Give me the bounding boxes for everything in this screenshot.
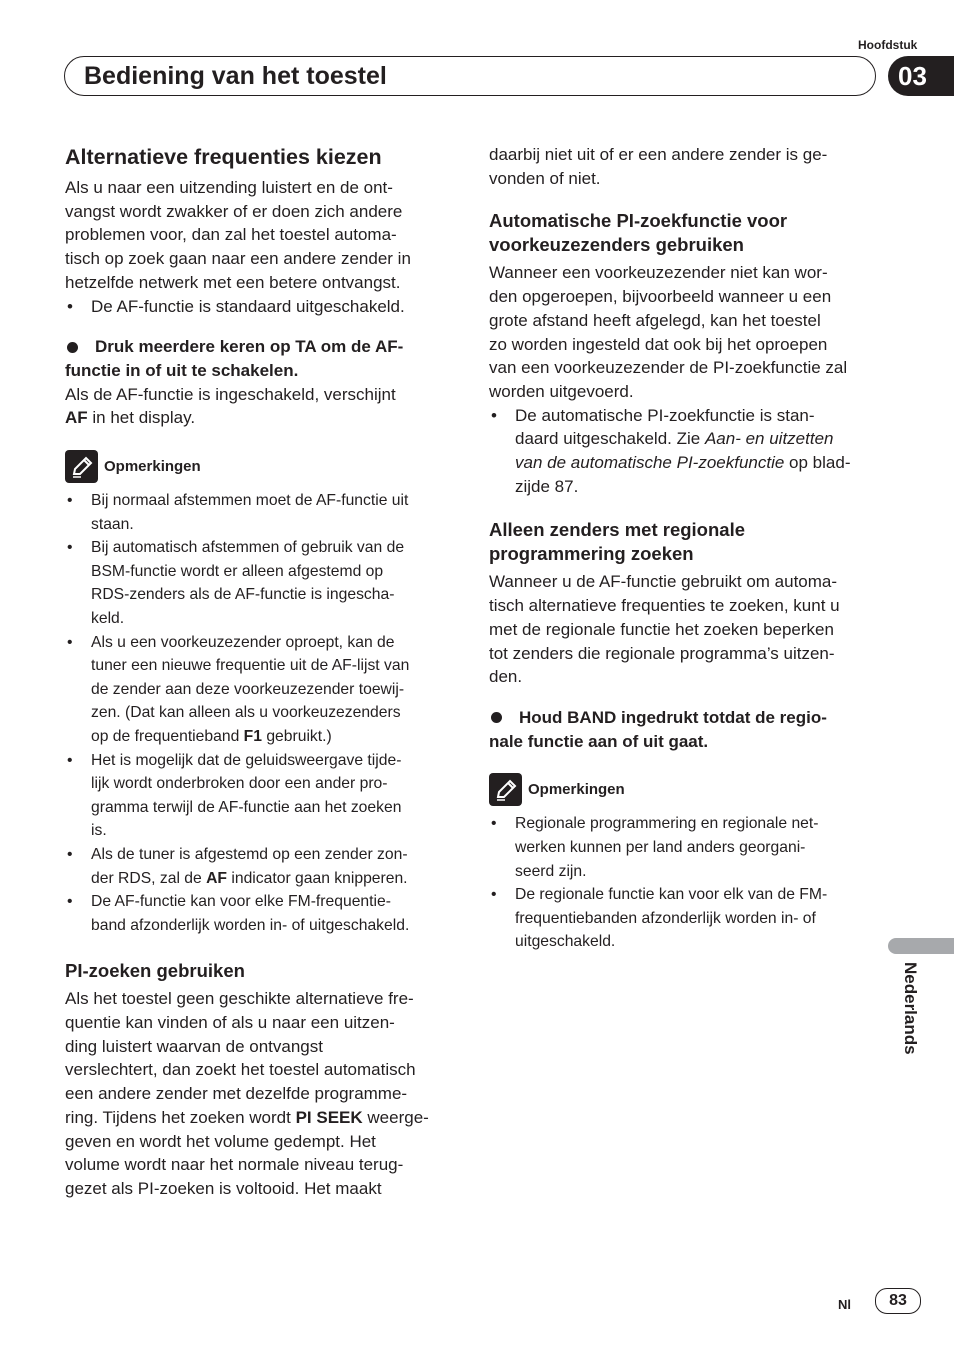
- section-heading-regional: Alleen zenders met regionale programmering zoeken: [489, 519, 746, 565]
- page-number: 83: [875, 1288, 921, 1314]
- language-label: Nederlands: [901, 962, 920, 1055]
- notes-list: [489, 812, 877, 954]
- af-step: Druk meerdere keren op TA om de AF- functie in of uit te schakelen.: [65, 337, 404, 380]
- step-bullet-icon: [491, 712, 502, 723]
- note-item: • Bij normaal afstemmen moet de AF-functie uit staan.: [65, 489, 453, 536]
- page-title: Bediening van het toestel: [84, 62, 387, 90]
- section-heading-af: Alternatieve frequenties kiezen: [65, 145, 382, 169]
- note-item: • Bij automatisch afstemmen of gebruik van de BSM-functie wordt er alleen afgestemd op RDS-zenders als de AF-functie is ingescha- keld.: [65, 536, 453, 630]
- pencil-note-icon: [489, 773, 522, 806]
- chapter-label: Hoofdstuk: [858, 38, 918, 52]
- list-item: • De automatische PI-zoekfunctie is stan- daard uitgeschakeld. Zie Aan- en uitzetten van de automatische PI-zoekfunctie op blad- zijde 87.: [489, 404, 877, 499]
- note-item: • Regionale programmering en regionale net- werken kunnen per land anders georgani- seerd zijn.: [489, 812, 877, 883]
- notes-header: Opmerkingen: [65, 450, 453, 483]
- left-column: [65, 143, 453, 1201]
- regional-paragraph: Wanneer u de AF-functie gebruikt om automa- tisch alternatieve frequenties te zoeken, kunt u met de regionale functie het zoeken beperken tot zenders die regionale programma’s uitzen- den.: [489, 572, 840, 687]
- note-item: • Het is mogelijk dat de geluidsweergave tijde- lijk wordt onderbroken door een ander pro- gramma terwijl de AF-functie aan het zoeken is.: [65, 749, 453, 843]
- regional-step: Houd BAND ingedrukt totdat de regio- nale functie aan of uit gaat.: [489, 707, 827, 751]
- right-column: [489, 143, 877, 954]
- af-intro-bullets: [65, 295, 453, 319]
- continued-paragraph: daarbij niet uit of er een andere zender is ge- vonden of niet.: [489, 145, 828, 188]
- pi-paragraph: Als het toestel geen geschikte alternatieve fre- quentie kan vinden of als u naar een uitzen- ding luistert waarvan de ontvangst verslechtert, dan zoekt het toestel automatisch een andere zender met dezelfde programme- ring. Tijdens het zoeken wordt PI SEEK weerge- geven en wordt het volume gedempt. Het volume wordt naar het normale niveau terug- gezet als PI-zoeken is voltooid. Het maakt: [65, 989, 429, 1198]
- note-item: • De AF-functie kan voor elke FM-frequentie- band afzonderlijk worden in- of uitgeschakeld.: [65, 890, 453, 937]
- section-heading-auto-pi: Automatische PI-zoekfunctie voor voorkeuzezenders gebruiken: [489, 210, 788, 256]
- af-intro: Als u naar een uitzending luistert en de ont- vangst wordt zwakker of er doen zich andere problemen voor, dan zal het toestel automa- tisch op zoek gaan naar een andere zender in hetzelfde netwerk met een betere ontvangst.: [65, 178, 411, 292]
- language-tab-marker: [888, 938, 954, 954]
- pencil-note-icon: [65, 450, 98, 483]
- note-item: • De regionale functie kan voor elk van de FM- frequentiebanden afzonderlijk worden in- of uitgeschakeld.: [489, 883, 877, 954]
- notes-header: Opmerkingen: [489, 773, 877, 806]
- footer-language-code: Nl: [838, 1297, 851, 1312]
- auto-pi-bullets: [489, 404, 877, 499]
- list-item: • De AF-functie is standaard uitgeschakeld.: [65, 295, 453, 319]
- chapter-number-badge: 03: [888, 56, 954, 96]
- auto-pi-paragraph: Wanneer een voorkeuzezender niet kan wor- den opgeroepen, bijvoorbeeld wanneer u een grote afstand heeft afgelegd, kan het toestel zo worden ingesteld dat ook bij het oproepen van een voorkeuzezender de PI-zoekfunctie zal worden uitgevoerd.: [489, 263, 848, 401]
- step-bullet-icon: [67, 342, 78, 353]
- note-item: • Als de tuner is afgestemd op een zender zon- der RDS, zal de AF indicator gaan knipperen.: [65, 843, 453, 890]
- note-item: • Als u een voorkeuzezender oproept, kan de tuner een nieuwe frequentie uit de AF-lijst van de zender aan deze voorkeuzezender toewij- zen. (Dat kan alleen als u voorkeuzezenders op de frequentieband F1 gebruikt.): [65, 631, 453, 749]
- af-step-result: Als de AF-functie is ingeschakeld, verschijnt AF in het display.: [65, 384, 396, 428]
- notes-list: [65, 489, 453, 937]
- section-heading-pi: PI-zoeken gebruiken: [65, 960, 245, 982]
